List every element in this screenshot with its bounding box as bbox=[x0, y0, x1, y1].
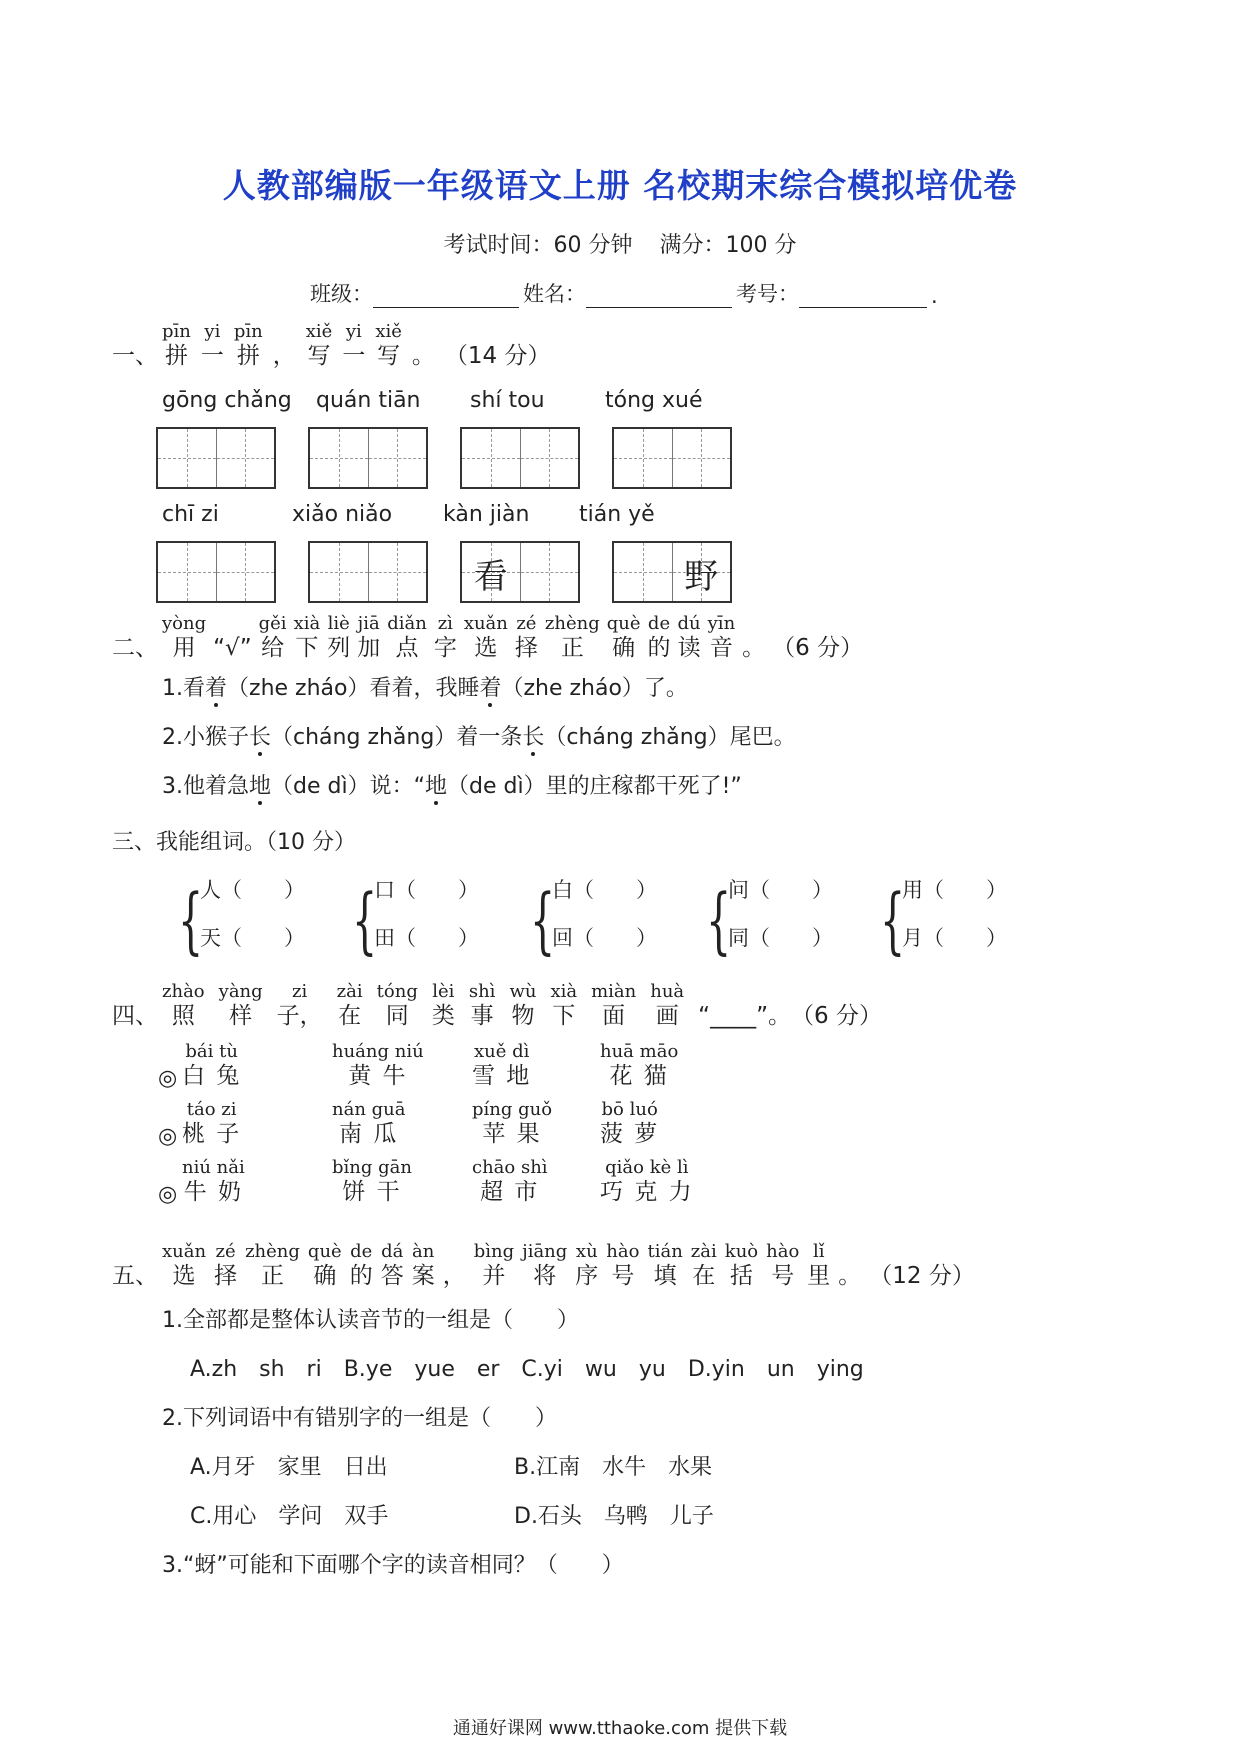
example-word bbox=[182, 1100, 241, 1148]
pinyin: bǐng gān bbox=[332, 1157, 412, 1178]
pinyin: què bbox=[606, 613, 641, 634]
pinyin-annotated-char bbox=[509, 982, 536, 1030]
tianzige-box[interactable] bbox=[460, 427, 580, 489]
py-tianye: tián yě bbox=[579, 502, 655, 527]
s5-question-3: 3.“蚜”可能和下面哪个字的读音相同？（ ） bbox=[162, 1553, 624, 1578]
pinyin: diǎn bbox=[387, 613, 427, 634]
hanzi: 牛 奶 bbox=[183, 1179, 244, 1205]
hanzi: 面 bbox=[602, 1003, 626, 1029]
pinyin-annotated-char bbox=[259, 614, 287, 662]
brace-icon: { bbox=[706, 878, 732, 962]
hanzi: 答 bbox=[380, 1263, 404, 1289]
hanzi: 。 bbox=[838, 1263, 862, 1289]
pinyin-annotated-char bbox=[432, 982, 455, 1030]
pinyin-annotated-char bbox=[708, 614, 736, 662]
pinyin: liè bbox=[327, 613, 350, 634]
footer: 通通好课网 www.tthaoke.com 提供下载 bbox=[452, 1718, 788, 1739]
pinyin-annotated-char bbox=[294, 614, 321, 662]
pinyin: nán guā bbox=[332, 1099, 406, 1120]
example-word bbox=[472, 1100, 552, 1148]
hanzi: 号 bbox=[771, 1263, 795, 1289]
s5-question-2: 2.下列词语中有错别字的一组是（ ） bbox=[162, 1406, 557, 1431]
pinyin: bái tù bbox=[185, 1041, 238, 1062]
hanzi: 正 bbox=[560, 635, 584, 661]
section-1-words bbox=[162, 322, 445, 370]
pinyin-annotated-char bbox=[162, 614, 206, 662]
pinyin: zi bbox=[292, 981, 308, 1002]
number-field[interactable] bbox=[799, 285, 927, 308]
given-char-ye: 野 bbox=[684, 557, 719, 597]
name-field[interactable] bbox=[586, 285, 732, 308]
hanzi: 下 bbox=[295, 635, 319, 661]
pinyin: huáng niú bbox=[332, 1041, 424, 1062]
dotted-char: 着 bbox=[479, 676, 502, 701]
circle-mark-icon: ◎ bbox=[158, 1124, 178, 1149]
section-4-heading bbox=[112, 982, 882, 1030]
dotted-char: 地 bbox=[249, 774, 272, 799]
hanzi: 子， bbox=[276, 1003, 323, 1029]
pinyin-annotated-char bbox=[469, 982, 496, 1030]
hanzi: 里 bbox=[807, 1263, 831, 1289]
example-word bbox=[472, 1158, 548, 1206]
pinyin: huā māo bbox=[600, 1041, 679, 1062]
pinyin: yi bbox=[345, 321, 362, 342]
py-quantian: quán tiān bbox=[316, 388, 421, 413]
dotted-char: 着 bbox=[205, 676, 228, 701]
dotted-char: 地 bbox=[424, 774, 447, 799]
hanzi: 音 bbox=[709, 635, 733, 661]
pinyin: pīn bbox=[162, 321, 191, 342]
pinyin: chāo shì bbox=[472, 1157, 548, 1178]
example-word bbox=[182, 1042, 241, 1090]
pinyin: kuò bbox=[724, 1241, 759, 1262]
pinyin: àn bbox=[412, 1241, 435, 1262]
hanzi: 选 bbox=[172, 1263, 196, 1289]
py-tongxue: tóng xué bbox=[605, 388, 703, 413]
pinyin: gěi bbox=[258, 613, 287, 634]
pinyin-annotated-char bbox=[273, 342, 296, 370]
pinyin-annotated-char bbox=[650, 982, 684, 1030]
pinyin-annotated-char bbox=[306, 322, 333, 370]
pinyin: píng guǒ bbox=[472, 1099, 553, 1120]
example-word bbox=[600, 1158, 694, 1206]
pinyin: tián bbox=[647, 1241, 683, 1262]
hanzi: 序 bbox=[575, 1263, 599, 1289]
example-word bbox=[472, 1042, 531, 1090]
student-info bbox=[310, 278, 938, 308]
py-gongchang: gōng chǎng bbox=[162, 388, 292, 413]
pinyin: hào bbox=[606, 1241, 640, 1262]
class-field[interactable] bbox=[373, 285, 519, 308]
pinyin-annotated-char bbox=[219, 982, 263, 1030]
hanzi: 拼 bbox=[164, 343, 188, 369]
section-2-heading bbox=[112, 614, 863, 662]
pinyin: zài bbox=[690, 1241, 717, 1262]
hanzi: 给 bbox=[261, 635, 285, 661]
hanzi: 菠 萝 bbox=[600, 1121, 660, 1147]
pinyin: què bbox=[307, 1241, 342, 1262]
page-title: 人教部编版一年级语文上册 名校期末综合模拟培优卷 bbox=[222, 166, 1018, 205]
hanzi: 同 bbox=[385, 1003, 409, 1029]
section-1-score: （14 分） bbox=[444, 343, 551, 369]
s5-q2-option-a[interactable]: A.月牙 家里 日出 bbox=[190, 1455, 388, 1480]
pinyin-annotated-char bbox=[162, 322, 191, 370]
pinyin: miàn bbox=[591, 981, 637, 1002]
pinyin: zhèng bbox=[245, 1241, 300, 1262]
pinyin: dá bbox=[381, 1241, 404, 1262]
pinyin-annotated-char bbox=[277, 982, 323, 1030]
hanzi: 读 bbox=[677, 635, 701, 661]
example-row bbox=[158, 1158, 858, 1216]
pinyin-annotated-char bbox=[377, 982, 418, 1030]
pinyin: xù bbox=[575, 1241, 598, 1262]
hanzi: 巧 克 力 bbox=[600, 1179, 694, 1205]
pinyin: bìng bbox=[473, 1241, 515, 1262]
pinyin: lǐ bbox=[813, 1241, 825, 1262]
s2-item-2: 2.小猴子长（cháng zhǎng）着一条长（cháng zhǎng）尾巴。 bbox=[162, 725, 796, 750]
hanzi: 物 bbox=[511, 1003, 535, 1029]
pinyin-annotated-char bbox=[678, 614, 701, 662]
example-word bbox=[600, 1100, 659, 1148]
pinyin-annotated-char bbox=[308, 1242, 342, 1290]
pinyin: xiě bbox=[305, 321, 333, 342]
pinyin-annotated-char bbox=[375, 322, 402, 370]
section-1-num: 一、 bbox=[112, 343, 158, 369]
pinyin: lèi bbox=[432, 981, 455, 1002]
s5-q2-option-d[interactable]: D.石头 乌鸭 儿子 bbox=[514, 1504, 714, 1529]
section-4-words bbox=[162, 982, 698, 1030]
exam-meta bbox=[0, 228, 1240, 259]
pinyin-annotated-char bbox=[387, 614, 427, 662]
pinyin: jiā bbox=[357, 613, 380, 634]
number-label: 考号： bbox=[736, 282, 799, 306]
pinyin: xià bbox=[550, 981, 578, 1002]
hanzi: 择 bbox=[514, 635, 538, 661]
pinyin-annotated-char bbox=[742, 634, 765, 662]
section-5-words bbox=[162, 1242, 869, 1290]
hanzi: 列 bbox=[327, 635, 351, 661]
py-chizi: chī zi bbox=[162, 502, 219, 527]
pinyin-annotated-char bbox=[350, 1242, 373, 1290]
pinyin-annotated-char bbox=[357, 614, 380, 662]
hanzi: 点 bbox=[395, 635, 419, 661]
example-row bbox=[158, 1042, 858, 1100]
pinyin-annotated-char bbox=[443, 1262, 466, 1290]
hanzi: 字 bbox=[433, 635, 457, 661]
pinyin: tóng bbox=[376, 981, 418, 1002]
pinyin-annotated-char bbox=[474, 1242, 514, 1290]
pinyin-annotated-char bbox=[412, 1242, 435, 1290]
hanzi: 事 bbox=[470, 1003, 494, 1029]
hanzi: 桃 子 bbox=[182, 1121, 242, 1147]
hanzi: 确 bbox=[612, 635, 636, 661]
hanzi: 花 猫 bbox=[609, 1063, 669, 1089]
hanzi: 照 bbox=[171, 1003, 195, 1029]
pinyin: de bbox=[647, 613, 671, 634]
pinyin-annotated-char bbox=[725, 1242, 758, 1290]
pinyin-annotated-char bbox=[545, 614, 600, 662]
pinyin: xiě bbox=[375, 321, 402, 342]
s5-question-1: 1.全部都是整体认读音节的一组是（ ） bbox=[162, 1308, 579, 1333]
hanzi: 的 bbox=[349, 1263, 373, 1289]
pinyin-annotated-char bbox=[766, 1242, 799, 1290]
section-4-rows bbox=[158, 1042, 858, 1216]
pinyin-annotated-char bbox=[647, 1242, 682, 1290]
py-shitou: shí tou bbox=[470, 388, 545, 413]
hanzi: 南 瓜 bbox=[339, 1121, 399, 1147]
hanzi: 一 bbox=[200, 343, 224, 369]
pinyin: wù bbox=[509, 981, 537, 1002]
section-3-heading: 三、我能组词。（10 分） bbox=[112, 830, 356, 855]
pinyin-annotated-char bbox=[214, 1242, 237, 1290]
pinyin-annotated-char bbox=[201, 322, 224, 370]
hanzi: 饼 干 bbox=[342, 1179, 402, 1205]
py-kanjian: kàn jiàn bbox=[443, 502, 530, 527]
hanzi: ， bbox=[442, 1263, 466, 1289]
pinyin-annotated-char bbox=[245, 1242, 300, 1290]
hanzi: 案 bbox=[411, 1263, 435, 1289]
tianzige-box[interactable] bbox=[156, 541, 276, 603]
example-row bbox=[158, 1100, 858, 1158]
circle-mark-icon: ◎ bbox=[158, 1066, 178, 1091]
example-word bbox=[182, 1158, 245, 1206]
hanzi: 雪 地 bbox=[472, 1063, 532, 1089]
pinyin: bō luó bbox=[601, 1099, 658, 1120]
pinyin-annotated-char bbox=[412, 342, 435, 370]
hanzi: 正 bbox=[261, 1263, 284, 1289]
py-xiaoniao: xiǎo niǎo bbox=[292, 502, 393, 527]
hanzi: 选 bbox=[474, 635, 498, 661]
exam-time: 考试时间：60 分钟 bbox=[443, 233, 633, 258]
pinyin-annotated-char bbox=[162, 1242, 206, 1290]
brace-icon: { bbox=[352, 878, 378, 962]
hanzi: 苹 果 bbox=[482, 1121, 542, 1147]
hanzi: 白 兔 bbox=[182, 1063, 242, 1089]
section-5-score: （12 分） bbox=[869, 1263, 975, 1289]
brace-icon: { bbox=[530, 878, 556, 962]
dotted-char: 长 bbox=[249, 725, 272, 750]
pinyin: zhào bbox=[162, 981, 205, 1002]
pinyin-annotated-char bbox=[515, 614, 538, 662]
pinyin: shì bbox=[468, 981, 496, 1002]
section-4-score: （6 分） bbox=[791, 1003, 882, 1029]
pinyin: hào bbox=[766, 1241, 800, 1262]
section-5-num: 五、 bbox=[112, 1263, 158, 1289]
brace-icon: { bbox=[880, 878, 906, 962]
hanzi: 样 bbox=[229, 1003, 253, 1029]
pinyin: zài bbox=[336, 981, 363, 1002]
pinyin: de bbox=[350, 1241, 373, 1262]
section-2-score: （6 分） bbox=[772, 635, 864, 661]
pinyin: yàng bbox=[218, 981, 263, 1002]
class-label: 班级： bbox=[310, 282, 373, 306]
pinyin: yi bbox=[204, 321, 221, 342]
pinyin: yīn bbox=[707, 613, 736, 634]
pinyin: zé bbox=[215, 1241, 236, 1262]
pinyin-annotated-char bbox=[691, 1242, 717, 1290]
example-word bbox=[332, 1100, 406, 1148]
hanzi: 加 bbox=[357, 635, 381, 661]
pinyin: xuǎn bbox=[463, 613, 508, 634]
pinyin-annotated-char bbox=[337, 982, 363, 1030]
s5-q2-option-c[interactable]: C.用心 学问 双手 bbox=[190, 1504, 389, 1529]
circle-mark-icon: ◎ bbox=[158, 1182, 178, 1207]
hanzi: 的 bbox=[647, 635, 671, 661]
hanzi: 将 bbox=[533, 1263, 557, 1289]
hanzi: 超 市 bbox=[480, 1179, 540, 1205]
pinyin: niú nǎi bbox=[182, 1157, 245, 1178]
hanzi: 号 bbox=[611, 1263, 635, 1289]
pinyin-annotated-char bbox=[327, 614, 350, 662]
pinyin-annotated-char bbox=[213, 634, 252, 662]
info-end: . bbox=[931, 284, 938, 308]
pinyin: qiǎo kè lì bbox=[605, 1157, 689, 1178]
pinyin-annotated-char bbox=[606, 1242, 639, 1290]
hanzi: 。 bbox=[742, 635, 766, 661]
pinyin: pīn bbox=[233, 321, 263, 342]
s2-item-1: 1.看着（zhe zháo）看着，我睡着（zhe zháo）了。 bbox=[162, 676, 688, 701]
tianzige-box[interactable] bbox=[308, 427, 428, 489]
pinyin-annotated-char bbox=[648, 614, 671, 662]
hanzi: 在 bbox=[338, 1003, 362, 1029]
hanzi: 黄 牛 bbox=[348, 1063, 408, 1089]
pinyin-annotated-char bbox=[838, 1262, 861, 1290]
section-2-words bbox=[162, 614, 772, 662]
pinyin-annotated-char bbox=[381, 1242, 404, 1290]
dotted-char: 长 bbox=[522, 725, 545, 750]
section-2-num: 二、 bbox=[112, 635, 158, 661]
pinyin-annotated-char bbox=[550, 982, 577, 1030]
pinyin-annotated-char bbox=[434, 614, 457, 662]
pinyin-annotated-char bbox=[522, 1242, 567, 1290]
section-4-quote: “____”。 bbox=[698, 1003, 791, 1029]
tianzige-box[interactable] bbox=[460, 541, 580, 603]
hanzi: 一 bbox=[342, 343, 366, 369]
name-label: 姓名： bbox=[523, 282, 586, 306]
hanzi: 并 bbox=[482, 1263, 506, 1289]
brace-icon: { bbox=[178, 878, 204, 962]
hanzi: 确 bbox=[313, 1263, 337, 1289]
full-score: 满分：100 分 bbox=[659, 233, 797, 258]
pinyin: táo zi bbox=[186, 1099, 237, 1120]
s5-q2-option-b[interactable]: B.江南 水牛 水果 bbox=[514, 1455, 713, 1480]
tianzige-box[interactable] bbox=[156, 427, 276, 489]
given-char-kan: 看 bbox=[473, 557, 508, 597]
example-word bbox=[600, 1042, 678, 1090]
hanzi: 填 bbox=[653, 1263, 677, 1289]
pinyin: zhèng bbox=[544, 613, 600, 634]
pinyin-annotated-char bbox=[575, 1242, 598, 1290]
hanzi: 拼 bbox=[236, 343, 260, 369]
hanzi: 。 bbox=[411, 343, 435, 369]
pinyin-annotated-char bbox=[162, 982, 205, 1030]
pinyin: huà bbox=[650, 981, 685, 1002]
pinyin-annotated-char bbox=[234, 322, 263, 370]
pinyin-annotated-char bbox=[807, 1242, 830, 1290]
hanzi: ， bbox=[272, 343, 296, 369]
hanzi: 写 bbox=[377, 343, 401, 369]
hanzi: 下 bbox=[552, 1003, 576, 1029]
pinyin: jiāng bbox=[522, 1241, 568, 1262]
pinyin: zì bbox=[437, 613, 453, 634]
hanzi: 类 bbox=[431, 1003, 455, 1029]
hanzi: “√” bbox=[213, 635, 252, 661]
section-5-heading bbox=[112, 1242, 975, 1290]
hanzi: 在 bbox=[692, 1263, 716, 1289]
tianzige-box[interactable] bbox=[612, 541, 732, 603]
section-1-heading bbox=[112, 322, 550, 370]
pinyin: zé bbox=[516, 613, 537, 634]
hanzi: 写 bbox=[307, 343, 331, 369]
tianzige-box[interactable] bbox=[612, 427, 732, 489]
hanzi: 画 bbox=[655, 1003, 679, 1029]
s5-q1-options: A.zh sh ri B.ye yue er C.yi wu yu D.yin un ying bbox=[190, 1357, 864, 1382]
hanzi: 择 bbox=[214, 1263, 238, 1289]
tianzige-box[interactable] bbox=[308, 541, 428, 603]
pinyin: xuǎn bbox=[162, 1241, 207, 1262]
pinyin: xuě dì bbox=[473, 1041, 530, 1062]
pinyin-annotated-char bbox=[464, 614, 508, 662]
pinyin: yòng bbox=[162, 613, 207, 634]
hanzi: 括 bbox=[729, 1263, 753, 1289]
pinyin-annotated-char bbox=[607, 614, 641, 662]
pinyin-annotated-char bbox=[591, 982, 636, 1030]
hanzi: 用 bbox=[172, 635, 196, 661]
pinyin: xià bbox=[293, 613, 321, 634]
pinyin: dú bbox=[677, 613, 701, 634]
pinyin-annotated-char bbox=[342, 322, 365, 370]
example-word bbox=[332, 1158, 412, 1206]
section-4-num: 四、 bbox=[112, 1003, 158, 1029]
example-word bbox=[332, 1042, 424, 1090]
s2-item-3: 3.他着急地（de dì）说：“地（de dì）里的庄稼都干死了!” bbox=[162, 774, 742, 799]
